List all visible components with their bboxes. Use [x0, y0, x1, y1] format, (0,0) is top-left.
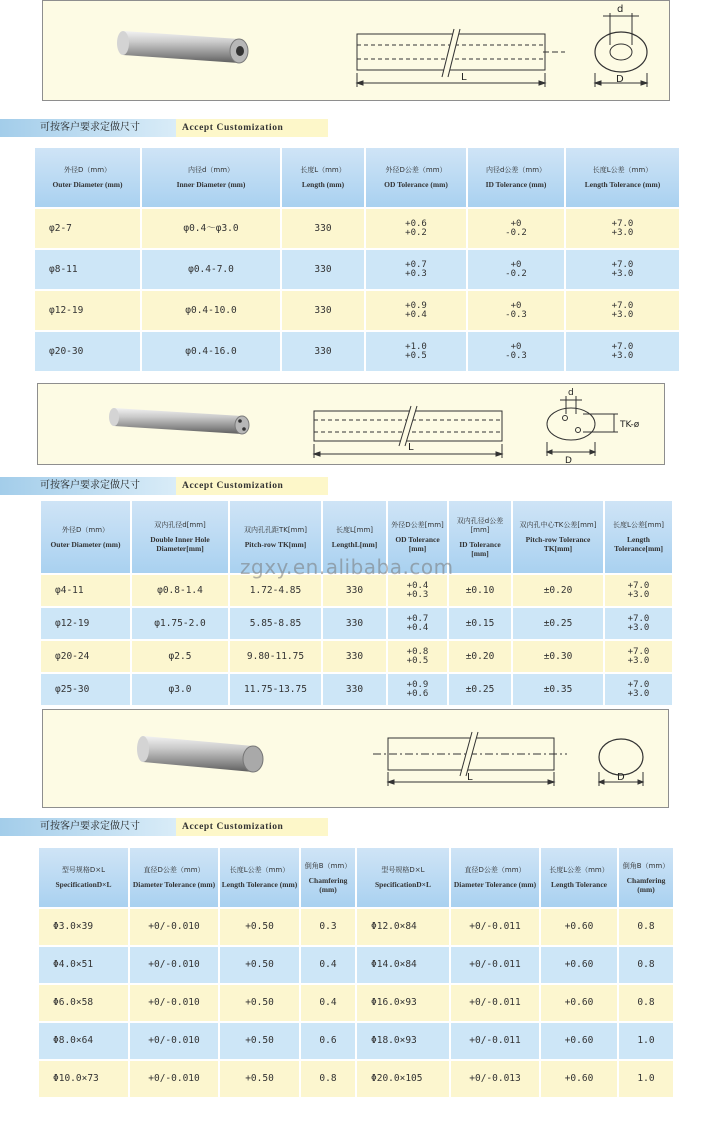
hole-diameter-label: d — [568, 388, 574, 398]
header-length: 长度L（mm） Length (mm) — [282, 148, 364, 207]
diameter-label: D — [617, 772, 625, 783]
double-hole-rod-diagram — [37, 383, 665, 465]
customization-banner-3 — [0, 818, 328, 836]
single-hole-spec-table — [33, 146, 681, 373]
table-row: Φ16.0×93 +0/-0.011 +0.60 0.8 — [357, 985, 673, 1021]
table-row: Φ4.0×51 +0/-0.010 +0.50 0.4 — [39, 947, 355, 983]
customization-banner-2 — [0, 477, 328, 495]
outer-diameter-label: D — [616, 74, 624, 85]
table-row: φ4-11 φ0.8-1.4 1.72-4.85 330 +0.4 +0.3 ±0.10 ±0.20 +7.0 +3.0 — [41, 575, 672, 606]
table-row: Φ8.0×64 +0/-0.010 +0.50 0.6 — [39, 1023, 355, 1059]
header-diameter-tolerance: 直径D公差（mm） Diameter Tolerance (mm) — [130, 848, 218, 907]
header-length-tolerance: 长度L公差（mm） Length Tolerance — [541, 848, 617, 907]
table-row: Φ3.0×39 +0/-0.010 +0.50 0.3 — [39, 909, 355, 945]
table-row: φ8-11 φ0.4-7.0 330 +0.7 +0.3 +0 -0.2 +7.0 +3.0 — [35, 250, 679, 289]
single-hole-rod-diagram — [42, 0, 670, 101]
solid-rod-diagram — [42, 709, 669, 808]
inner-diameter-label: d — [617, 4, 624, 15]
table-row: Φ18.0×93 +0/-0.011 +0.60 1.0 — [357, 1023, 673, 1059]
header-id-tolerance: 内径d公差（mm） ID Tolerance (mm) — [468, 148, 564, 207]
table-row: φ25-30 φ3.0 11.75-13.75 330 +0.9 +0.6 ±0.25 ±0.35 +7.0 +3.0 — [41, 674, 672, 705]
table-row: Φ10.0×73 +0/-0.010 +0.50 0.8 — [39, 1061, 355, 1097]
end-view-drawing — [547, 396, 618, 456]
banner-cn-text: 可按客户要求定做尺寸 — [0, 477, 176, 495]
header-specification: 型号规格D×L SpecificationD×L — [39, 848, 128, 907]
rod-spec-table-right — [355, 846, 675, 1099]
watermark-text: zgxy.en.alibaba.com — [240, 555, 454, 579]
header-id-tolerance: 双内孔径d公差[mm] ID Tolerance [mm] — [449, 501, 511, 573]
header-chamfering: 倒角B（mm） Chamfering (mm) — [619, 848, 673, 907]
header-specification: 型号规格D×L SpecificationD×L — [357, 848, 449, 907]
header-double-hole-diameter: 双内孔径d[mm] Double Inner Hole Diameter[mm] — [132, 501, 228, 573]
header-od-tolerance: 外径D公差（mm） OD Tolerance (mm) — [366, 148, 466, 207]
header-length-tolerance: 长度L公差[mm] Length Tolerance[mm] — [605, 501, 672, 573]
table-row: φ12-19 φ1.75-2.0 5.85-8.85 330 +0.7 +0.4 ±0.15 ±0.25 +7.0 +3.0 — [41, 608, 672, 639]
banner-cn-text: 可按客户要求定做尺寸 — [0, 119, 176, 137]
pitch-row-label: TK-ø — [620, 420, 640, 430]
banner-en-text: Accept Customization — [176, 477, 328, 495]
header-pitch-row-tolerance: 双内孔中心TK公差[mm] Pitch-row Tolerance TK[mm] — [513, 501, 603, 573]
table-row: φ12-19 φ0.4-10.0 330 +0.9 +0.4 +0 -0.3 +7.0 +3.0 — [35, 291, 679, 330]
header-pitch-row: 双内孔孔距TK[mm] Pitch-row TK[mm] — [230, 501, 321, 573]
rod-3d-image — [137, 736, 263, 772]
header-od-tolerance: 外径D公差[mm] OD Tolerance [mm] — [388, 501, 447, 573]
banner-en-text: Accept Customization — [176, 818, 328, 836]
header-length-tolerance: 长度L公差（mm） Length Tolerance (mm) — [220, 848, 299, 907]
rod-3d-image — [117, 31, 248, 63]
rod-spec-table-left — [37, 846, 357, 1099]
table-row: Φ14.0×84 +0/-0.011 +0.60 0.8 — [357, 947, 673, 983]
table-row: φ2-7 φ0.4～φ3.0 330 +0.6 +0.2 +0 -0.2 +7.0 +3.0 — [35, 209, 679, 248]
table-row: Φ6.0×58 +0/-0.010 +0.50 0.4 — [39, 985, 355, 1021]
banner-en-text: Accept Customization — [176, 119, 328, 137]
table-row: Φ20.0×105 +0/-0.013 +0.60 1.0 — [357, 1061, 673, 1097]
header-outer-diameter: 外径D（mm） Outer Diameter (mm) — [35, 148, 140, 207]
table-row: Φ12.0×84 +0/-0.011 +0.60 0.8 — [357, 909, 673, 945]
table-row: φ20-24 φ2.5 9.80-11.75 330 +0.8 +0.5 ±0.20 ±0.30 +7.0 +3.0 — [41, 641, 672, 672]
header-chamfering: 倒角B（mm） Chamfering (mm) — [301, 848, 355, 907]
length-label: L — [408, 442, 414, 453]
rod-3d-image — [109, 408, 249, 434]
length-label: L — [461, 72, 467, 83]
length-label: L — [467, 772, 473, 783]
banner-cn-text: 可按客户要求定做尺寸 — [0, 818, 176, 836]
header-outer-diameter: 外径D（mm） Outer Diameter (mm) — [41, 501, 130, 573]
table-row: φ20-30 φ0.4-16.0 330 +1.0 +0.5 +0 -0.3 +7.0 +3.0 — [35, 332, 679, 371]
header-diameter-tolerance: 直径D公差（mm） Diameter Tolerance (mm) — [451, 848, 539, 907]
header-length-tolerance: 长度L公差（mm） Length Tolerance (mm) — [566, 148, 679, 207]
header-inner-diameter: 内径d（mm） Inner Diameter (mm) — [142, 148, 280, 207]
outer-diameter-label: D — [565, 456, 572, 466]
header-length: 长度L[mm] LengthL[mm] — [323, 501, 386, 573]
double-hole-spec-table — [39, 499, 674, 707]
customization-banner-1 — [0, 119, 328, 137]
